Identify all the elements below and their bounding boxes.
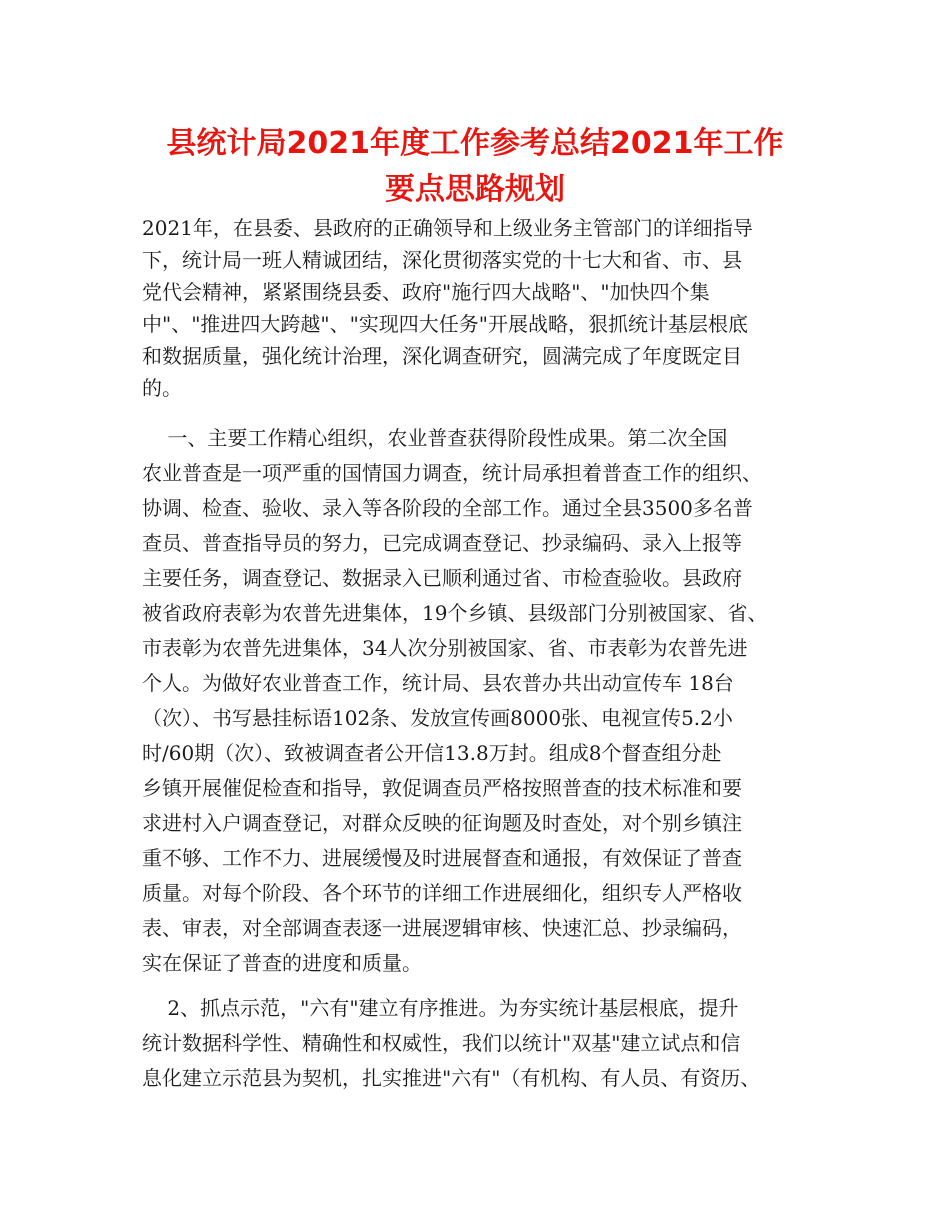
paragraph-1-line: 和数据质量，强化统计治理，深化调查研究，圆满完成了年度既定目 bbox=[142, 344, 742, 368]
paragraph-2-line: 乡镇开展催促检查和指导，敦促调查员严格按照普查的技术标准和要 bbox=[142, 776, 742, 800]
paragraph-2-line: 求进村入户调查登记，对群众反映的征询题及时查处，对个别乡镇注 bbox=[142, 811, 742, 835]
paragraph-2-line: 查员、普查指导员的努力，已完成调查登记、抄录编码、录入上报等 bbox=[142, 531, 742, 555]
paragraph-2-line: 质量。对每个阶段、各个环节的详细工作进展细化，组织专人严格收 bbox=[142, 881, 742, 905]
paragraph-1-line: 2021年，在县委、县政府的正确领导和上级业务主管部门的详细指导 bbox=[142, 216, 753, 240]
document-title-line-1: 县统计局2021年度工作参考总结2021年工作 bbox=[166, 126, 784, 161]
paragraph-1-line: 的。 bbox=[142, 376, 182, 400]
document-title-line-2: 要点思路规划 bbox=[385, 172, 565, 207]
paragraph-1-line: 中"、"推进四大跨越"、"实现四大任务"开展战略，狠抓统计基层根底 bbox=[142, 312, 748, 336]
paragraph-3-line: 统计数据科学性、精确性和权威性，我们以统计"双基"建立试点和信 bbox=[142, 1031, 741, 1055]
paragraph-2-line: 个人。为做好农业普查工作，统计局、县农普办共出动宣传车 18台 bbox=[142, 671, 734, 695]
paragraph-2-line: 被省政府表彰为农普先进集体，19个乡镇、县级部门分别被国家、省、 bbox=[142, 601, 768, 625]
paragraph-1-line: 下，统计局一班人精诚团结，深化贯彻落实党的十七大和省、市、县 bbox=[142, 248, 742, 272]
paragraph-2-line: 重不够、工作不力、进展缓慢及时进展督查和通报，有效保证了普查 bbox=[142, 846, 742, 870]
paragraph-2-line: 主要任务，调查登记、数据录入已顺利通过省、市检查验收。县政府 bbox=[142, 566, 742, 590]
paragraph-2-line: 表、审表，对全部调查表逐一进展逻辑审核、快速汇总、抄录编码， bbox=[142, 916, 742, 940]
paragraph-3-line: 2、抓点示范，"六有"建立有序推进。为夯实统计基层根底，提升 bbox=[142, 996, 739, 1020]
paragraph-2-line: 时/60期（次）、致被调查者公开信13.8万封。组成8个督查组分赴 bbox=[142, 741, 722, 765]
paragraph-2-line: 实在保证了普查的进度和质量。 bbox=[142, 951, 422, 975]
paragraph-2-line: 一、主要工作精心组织，农业普查获得阶段性成果。第二次全国 bbox=[142, 426, 728, 450]
paragraph-3-line: 息化建立示范县为契机，扎实推进"六有"（有机构、有人员、有资历、 bbox=[142, 1066, 761, 1090]
paragraph-2-line: （次）、书写悬挂标语102条、发放宣传画8000张、电视宣传5.2小 bbox=[142, 706, 733, 730]
paragraph-2-line: 协调、检查、验收、录入等各阶段的全部工作。通过全县3500多名普 bbox=[142, 496, 753, 520]
paragraph-1-line: 党代会精神，紧紧围绕县委、政府"施行四大战略"、"加快四个集 bbox=[142, 280, 710, 304]
paragraph-2-line: 市表彰为农普先进集体，34人次分别被国家、省、市表彰为农普先进 bbox=[142, 636, 748, 660]
paragraph-2-line: 农业普查是一项严重的国情国力调查，统计局承担着普查工作的组织、 bbox=[142, 461, 762, 485]
